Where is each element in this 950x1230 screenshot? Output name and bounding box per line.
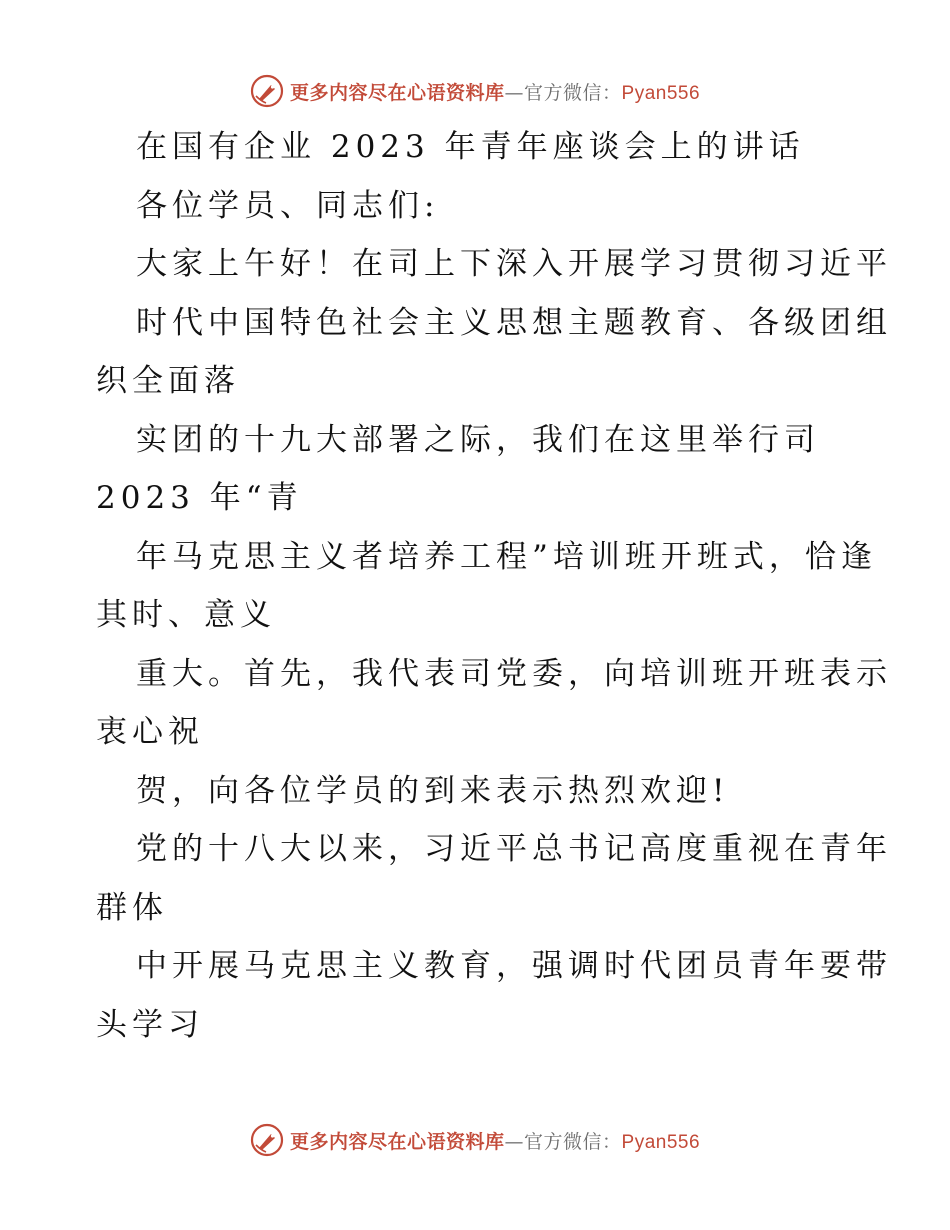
watermark-text [290,78,700,105]
text-line: 中开展马克思主义教育，强调时代团员青年要带 [136,948,892,984]
watermark-text [290,1127,700,1154]
watermark-dash: — [504,1130,524,1153]
watermark-colon: ： [602,1130,622,1153]
watermark-sub-text: 官方微信 [523,1130,602,1153]
document-body [96,118,892,1054]
footer-watermark [0,1120,950,1160]
text-line: 织全面落 [96,363,240,399]
watermark-dash: — [504,81,524,104]
watermark-main-text: 更多内容尽在心语资料库 [289,81,505,104]
text-line: 重大。首先，我代表司党委，向培训班开班表示 [136,655,892,692]
text-line: 大家上午好！在司上下深入开展学习贯彻习近平 [136,246,892,282]
text-line: 衷心祝 [96,714,204,750]
text-line: 2023 年“青 [96,480,303,516]
text-line: 时代中国特色社会主义思想主题教育、各级团组 [136,304,892,341]
watermark-sub-text: 官方微信 [523,81,602,104]
text-line: 其时、意义 [96,597,276,633]
salutation: 各位学员、同志们: [136,187,440,224]
text-line: 群体 [96,889,168,926]
pen-nib-logo-icon [250,74,284,108]
watermark-wechat-id: Pyan556 [621,1131,701,1153]
text-line: 贺，向各位学员的到来表示热烈欢迎! [136,772,730,809]
document-title: 在国有企业 2023 年青年座谈会上的讲话 [136,129,805,165]
header-watermark [0,71,950,111]
pen-nib-logo-icon [250,1123,284,1157]
text-line: 实团的十九大部署之际，我们在这里举行司 [136,421,820,458]
text-line: 党的十八大以来，习近平总书记高度重视在青年 [136,831,892,867]
text-line: 年马克思主义者培养工程”培训班开班式，恰逢 [136,538,877,575]
watermark-wechat-id: Pyan556 [621,82,701,104]
watermark-colon: ： [602,81,622,104]
text-line: 头学习 [96,1006,204,1043]
watermark-main-text: 更多内容尽在心语资料库 [289,1130,505,1153]
